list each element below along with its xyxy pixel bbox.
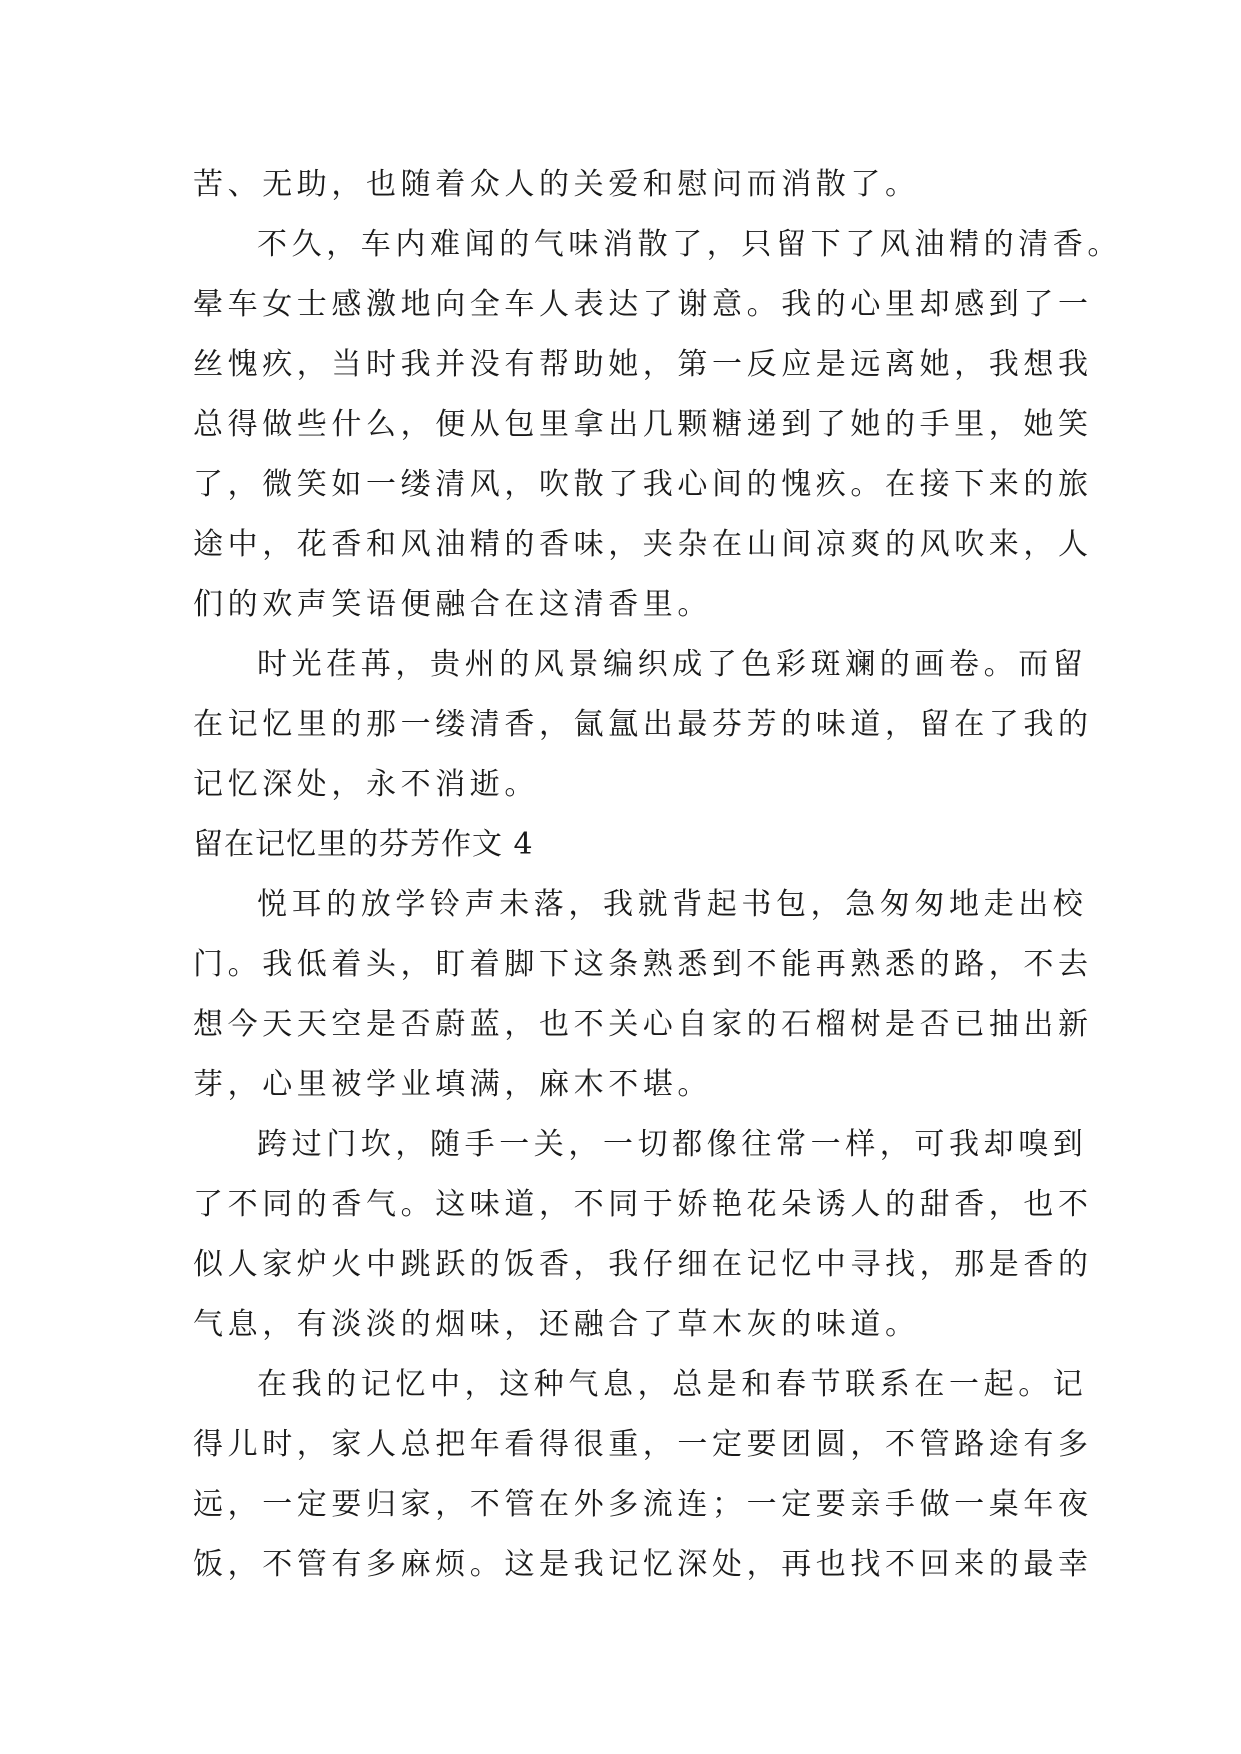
- text-line: 饭，不管有多麻烦。这是我记忆深处，再也找不回来的最幸: [193, 1547, 1093, 1582]
- paragraph-start-line: 在我的记忆中，这种气息，总是和春节联系在一起。记: [257, 1367, 1088, 1402]
- text-line: 气息，有淡淡的烟味，还融合了草木灰的味道。: [193, 1307, 920, 1342]
- paragraph-start-line: 时光荏苒，贵州的风景编织成了色彩斑斓的画卷。而留: [257, 647, 1088, 682]
- text-line: 得儿时，家人总把年看得很重，一定要团圆，不管路途有多: [193, 1427, 1093, 1462]
- paragraph-start-line: 不久，车内难闻的气味消散了，只留下了风油精的清香。: [257, 227, 1122, 262]
- section-heading: 留在记忆里的芬芳作文 4: [193, 827, 534, 862]
- text-line: 苦、无助，也随着众人的关爱和慰问而消散了。: [193, 167, 920, 202]
- text-line: 想今天天空是否蔚蓝，也不关心自家的石榴树是否已抽出新: [193, 1007, 1093, 1042]
- paragraph-start-line: 跨过门坎，随手一关，一切都像往常一样，可我却嗅到: [257, 1127, 1088, 1162]
- text-line: 在记忆里的那一缕清香，氤氲出最芬芳的味道，留在了我的: [193, 707, 1093, 742]
- text-line: 了，微笑如一缕清风，吹散了我心间的愧疚。在接下来的旅: [193, 467, 1093, 502]
- text-line: 门。我低着头，盯着脚下这条熟悉到不能再熟悉的路，不去: [193, 947, 1093, 982]
- text-line: 远，一定要归家，不管在外多流连；一定要亲手做一桌年夜: [193, 1487, 1093, 1522]
- paragraph-start-line: 悦耳的放学铃声未落，我就背起书包，急匆匆地走出校: [257, 887, 1088, 922]
- text-line: 了不同的香气。这味道，不同于娇艳花朵诱人的甜香，也不: [193, 1187, 1093, 1222]
- text-line: 丝愧疚，当时我并没有帮助她，第一反应是远离她，我想我: [193, 347, 1093, 382]
- text-line: 芽，心里被学业填满，麻木不堪。: [193, 1067, 712, 1102]
- text-line: 总得做些什么，便从包里拿出几颗糖递到了她的手里，她笑: [193, 407, 1093, 442]
- document-body: [193, 155, 1122, 1595]
- text-line: 途中，花香和风油精的香味，夹杂在山间凉爽的风吹来，人: [193, 527, 1093, 562]
- text-line: 似人家炉火中跳跃的饭香，我仔细在记忆中寻找，那是香的: [193, 1247, 1093, 1282]
- text-line: 晕车女士感激地向全车人表达了谢意。我的心里却感到了一: [193, 287, 1093, 322]
- text-line: 记忆深处，永不消逝。: [193, 767, 539, 802]
- text-line: 们的欢声笑语便融合在这清香里。: [193, 587, 712, 622]
